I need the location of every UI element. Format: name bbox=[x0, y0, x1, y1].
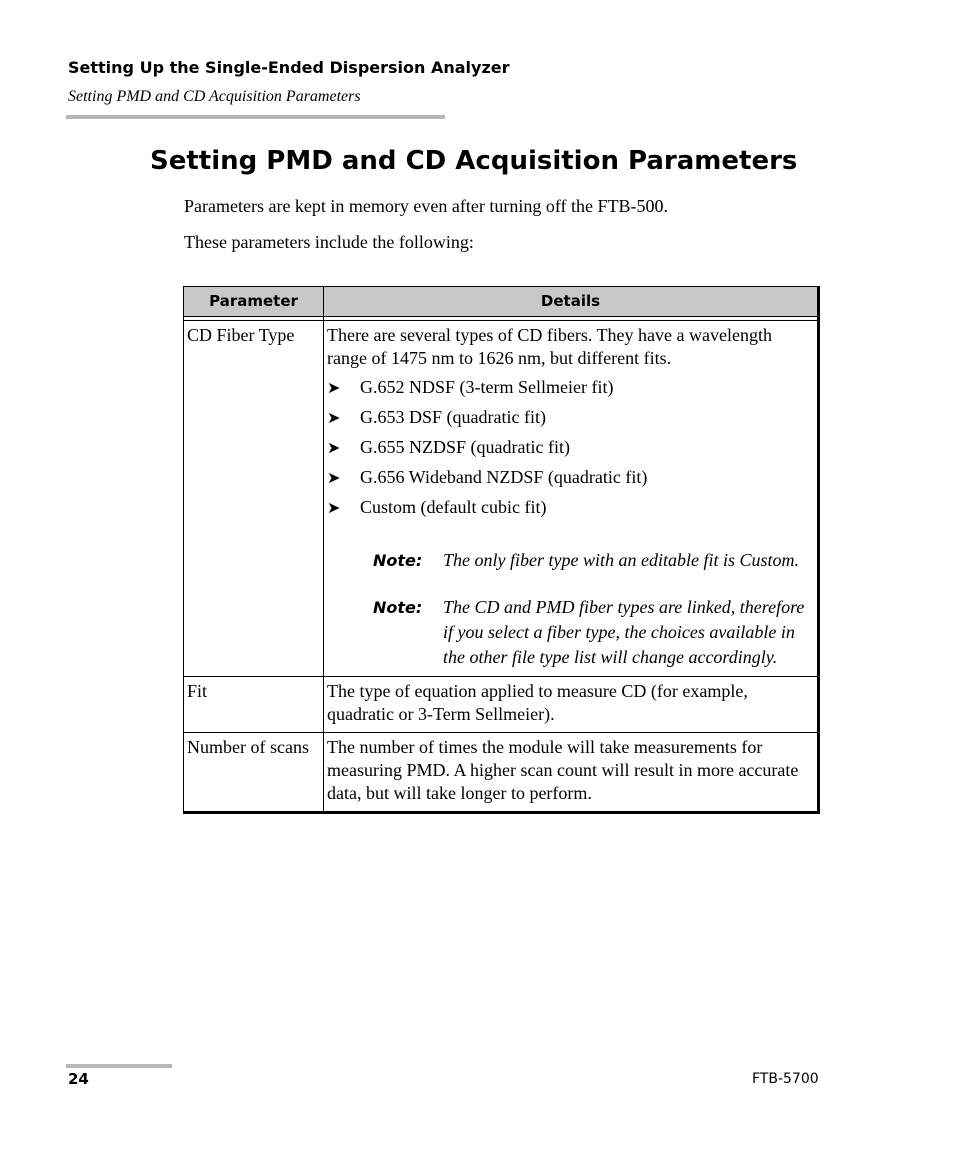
table-row bbox=[184, 321, 819, 677]
arrow-bullet-icon: ➤ bbox=[327, 380, 341, 397]
list-item-label: G.652 NDSF (3-term Sellmeier fit) bbox=[360, 377, 614, 397]
table-header-row bbox=[184, 287, 819, 317]
table-row bbox=[184, 677, 819, 733]
intro-paragraph: Parameters are kept in memory even after turning off the FTB-500. bbox=[184, 196, 669, 216]
arrow-bullet-icon: ➤ bbox=[327, 410, 341, 427]
parameter-cell: Fit bbox=[184, 677, 324, 733]
column-header-details: Details bbox=[324, 287, 819, 317]
parameter-cell: CD Fiber Type bbox=[184, 321, 324, 677]
note-text: The only fiber type with an editable fit is Custom. bbox=[443, 550, 799, 570]
note-label: Note: bbox=[373, 598, 423, 617]
details-text: There are several types of CD fibers. They have a wavelength range of 1475 nm to 1626 nm, but different fits. bbox=[327, 325, 772, 368]
note bbox=[373, 548, 813, 573]
running-title: Setting Up the Single-Ended Dispersion Analyzer bbox=[68, 58, 510, 77]
arrow-bullet-icon: ➤ bbox=[327, 470, 341, 487]
page-title: Setting PMD and CD Acquisition Parameters bbox=[150, 146, 798, 176]
list-item bbox=[327, 436, 813, 466]
list-item bbox=[327, 406, 813, 436]
details-cell bbox=[324, 321, 819, 677]
arrow-bullet-icon: ➤ bbox=[327, 440, 341, 457]
details-cell: The type of equation applied to measure CD (for example, quadratic or 3-Term Sellmeier). bbox=[324, 677, 819, 733]
fiber-type-list bbox=[327, 376, 813, 526]
list-item-label: G.655 NZDSF (quadratic fit) bbox=[360, 437, 570, 457]
note-text: The CD and PMD fiber types are linked, therefore if you select a fiber type, the choices available in the other file type list will change accordingly. bbox=[443, 597, 805, 667]
parameter-cell: Number of scans bbox=[184, 733, 324, 813]
parameters-table bbox=[183, 286, 820, 814]
header-rule bbox=[66, 115, 445, 119]
list-item-label: G.656 Wideband NZDSF (quadratic fit) bbox=[360, 467, 648, 487]
table-row bbox=[184, 733, 819, 813]
column-header-parameter: Parameter bbox=[184, 287, 324, 317]
intro-paragraph: These parameters include the following: bbox=[184, 232, 474, 252]
details-cell: The number of times the module will take measurements for measuring PMD. A higher scan count will result in more accurate data, but will take longer to perform. bbox=[324, 733, 819, 813]
note-label: Note: bbox=[373, 551, 423, 570]
list-item-label: Custom (default cubic fit) bbox=[360, 497, 547, 517]
list-item bbox=[327, 466, 813, 496]
footer-rule bbox=[66, 1064, 172, 1068]
page-number: 24 bbox=[68, 1070, 89, 1088]
list-item bbox=[327, 496, 813, 526]
list-item-label: G.653 DSF (quadratic fit) bbox=[360, 407, 546, 427]
running-subtitle: Setting PMD and CD Acquisition Parameters bbox=[68, 88, 361, 105]
product-name: FTB-5700 bbox=[752, 1071, 819, 1087]
arrow-bullet-icon: ➤ bbox=[327, 500, 341, 517]
note bbox=[373, 595, 813, 670]
list-item bbox=[327, 376, 813, 406]
